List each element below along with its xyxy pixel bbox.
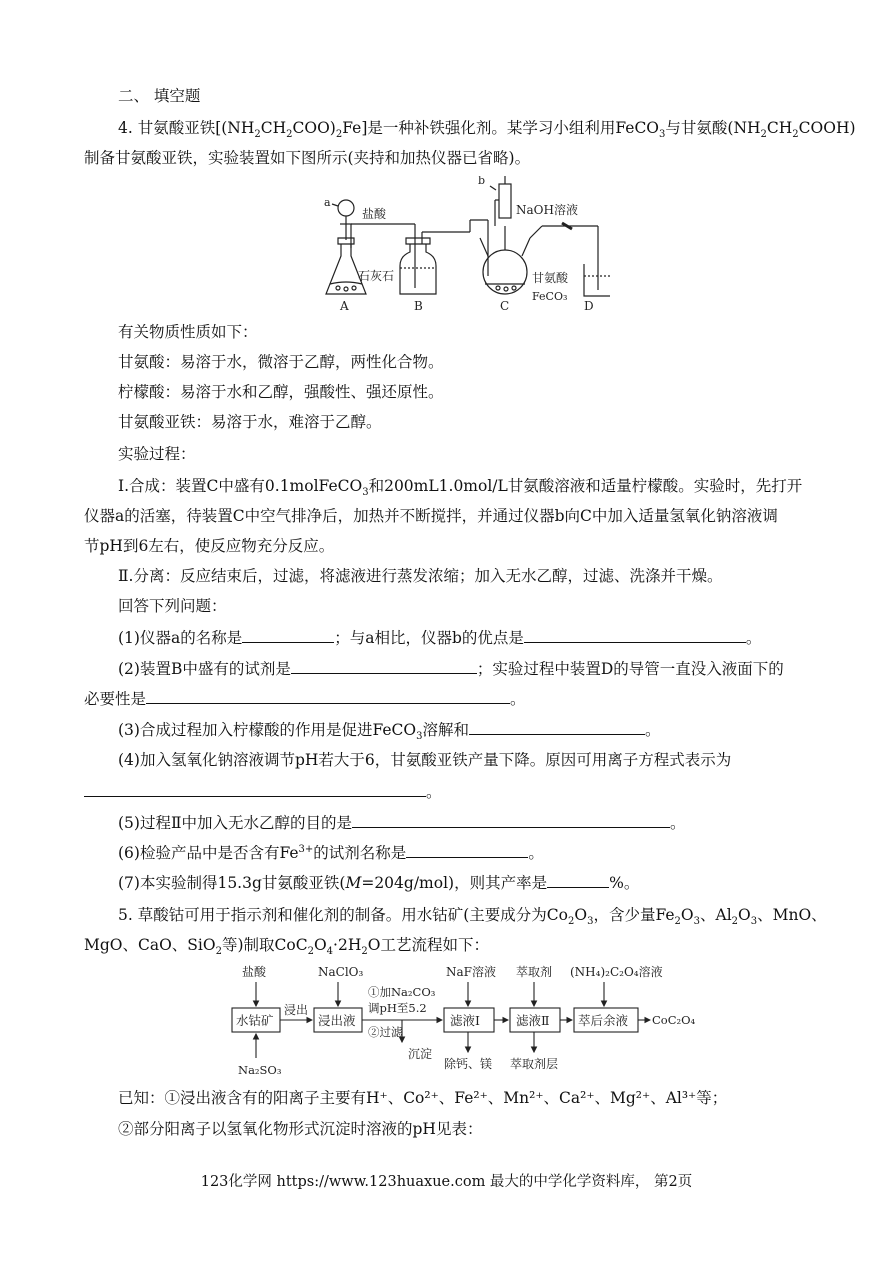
q5-line1: 5. 草酸钴可用于指示剂和催化剂的制备。用水钴矿(主要成分为$Co_2O_3$，含少量$Fe_2O_3$、$Al_2O_3$、MnO、: [118, 906, 827, 928]
flow-leaching: 浸出: [284, 1003, 309, 1017]
answer-blank[interactable]: [547, 873, 609, 888]
subq-2: (2)装置B中盛有的试剂是 ；实验过程中装置D的导管一直没入液面下的: [118, 660, 784, 678]
subq-5: (5)过程Ⅱ中加入无水乙醇的目的是 。: [118, 814, 686, 832]
q5-known2: ②部分阳离子以氢氧化物形式沉淀时溶液的pH见表：: [118, 1120, 483, 1138]
apparatus-figure: [310, 176, 610, 316]
label-C: C: [500, 299, 510, 313]
answer-blank[interactable]: [352, 813, 670, 828]
page-footer: 123化学网 https://www.123huaxue.com 最大的中学化学资料库， 第2页: [200, 1174, 693, 1190]
answer-blank[interactable]: [524, 628, 746, 643]
answer-blank[interactable]: [291, 659, 477, 674]
flow-cond1: ①加Na₂CO₃: [368, 985, 436, 999]
label-A: A: [340, 299, 349, 313]
label-hcl: 盐酸: [362, 207, 387, 221]
answer-blank[interactable]: [406, 843, 528, 858]
flow-hcl: 盐酸: [242, 965, 267, 979]
label-a: a: [324, 196, 331, 209]
flow-box-ore: 水钴矿: [236, 1013, 274, 1028]
process-title: 实验过程：: [118, 445, 196, 463]
q4-line2: 制备甘氨酸亚铁，实验装置如下图所示(夹持和加热仪器已省略)。: [84, 149, 531, 167]
label-D: D: [584, 299, 594, 313]
prop-ferrous-glycinate: 甘氨酸亚铁：易溶于水，难溶于乙醇。: [118, 413, 382, 431]
flow-oxalate: (NH₄)₂C₂O₄溶液: [570, 965, 663, 979]
flow-box-raffinate: 萃后余液: [578, 1013, 629, 1028]
step1-line3: 节pH到6左右，使反应物充分反应。: [84, 537, 335, 555]
prop-glycine: 甘氨酸：易溶于水，微溶于乙醇，两性化合物。: [118, 353, 444, 371]
flow-naclo3: NaClO₃: [318, 965, 364, 979]
props-title: 有关物质性质如下：: [118, 323, 258, 341]
answer-blank[interactable]: [146, 689, 510, 704]
subq-1: (1)仪器a的名称是 ；与a相比，仪器b的优点是 。: [118, 629, 762, 647]
q4-line1: 4. 甘氨酸亚铁$[(NH_2CH_2COO)_2Fe]$是一种补铁强化剂。某学习小组利用FeCO$_3$与甘氨酸$(NH_2CH_2COOH)$: [118, 119, 856, 141]
flow-remove-ca-mg: 除钙、镁: [444, 1057, 493, 1071]
flow-box-filtrate2: 滤液Ⅱ: [516, 1013, 550, 1028]
label-B: B: [414, 299, 423, 313]
subq-4b: 。: [84, 782, 442, 802]
flow-cond3: ②过滤: [368, 1025, 403, 1039]
subq-4: (4)加入氢氧化钠溶液调节pH若大于6，甘氨酸亚铁产量下降。原因可用离子方程式表示为: [118, 751, 732, 769]
answer-blank[interactable]: [469, 720, 645, 735]
flow-na2so3: Na₂SO₃: [238, 1063, 282, 1077]
label-limestone: 石灰石: [358, 269, 395, 283]
step1-line2: 仪器a的活塞，待装置C中空气排净后，加热并不断搅拌，并通过仪器b向C中加入适量氢氧化钠溶液调: [84, 507, 778, 525]
label-feco3: FeCO₃: [532, 290, 568, 303]
subq-6: (6)检验产品中是否含有$Fe^{3+}$的试剂名称是 。: [118, 843, 544, 862]
step1-line1: Ⅰ.合成：装置C中盛有0.1molFeCO$_3$和200mL1.0mol/L甘氨酸溶液和适量柠檬酸。实验时，先打开: [118, 477, 803, 499]
answer-blank[interactable]: [84, 782, 426, 797]
flow-product: CoC₂O₄: [652, 1013, 696, 1027]
subq-2b: 必要性是 。: [84, 690, 526, 708]
flow-extractant: 萃取剂: [516, 965, 553, 979]
answer-blank[interactable]: [242, 628, 334, 643]
q5-line2: MgO、CaO、SiO$_2$等)制取$CoC_2O_4\cdot 2H_2O$工艺流程如下：: [84, 936, 489, 958]
prop-citric: 柠檬酸：易溶于水和乙醇，强酸性、强还原性。: [118, 383, 444, 401]
flow-box-filtrate1: 滤液Ⅰ: [450, 1013, 480, 1028]
flow-extract-layer: 萃取剂层: [510, 1057, 559, 1071]
flow-box-leachate: 浸出液: [318, 1013, 356, 1028]
label-glycine: 甘氨酸: [532, 271, 569, 285]
step2: Ⅱ.分离：反应结束后，过滤，将滤液进行蒸发浓缩；加入无水乙醇，过滤、洗涤并干燥。: [118, 567, 723, 585]
flow-cond2: 调pH至5.2: [368, 1001, 427, 1015]
answer-title: 回答下列问题：: [118, 597, 227, 615]
flow-naf: NaF溶液: [446, 965, 496, 979]
section-title: 二、 填空题: [118, 87, 201, 105]
subq-7: (7)本实验制得15.3g甘氨酸亚铁(M=204g/mol)，则其产率是 %。: [118, 874, 640, 892]
process-flow-diagram: [226, 962, 706, 1082]
subq-3: (3)合成过程加入柠檬酸的作用是促进FeCO$_3$溶解和 。: [118, 721, 661, 743]
flow-precip: 沉淀: [408, 1047, 433, 1061]
q5-known1: 已知：①浸出液含有的阳离子主要有H⁺、Co²⁺、Fe²⁺、Mn²⁺、Ca²⁺、Mg²⁺、Al³⁺等；: [118, 1089, 728, 1107]
label-b: b: [478, 176, 486, 187]
label-naoh: NaOH溶液: [516, 203, 578, 217]
